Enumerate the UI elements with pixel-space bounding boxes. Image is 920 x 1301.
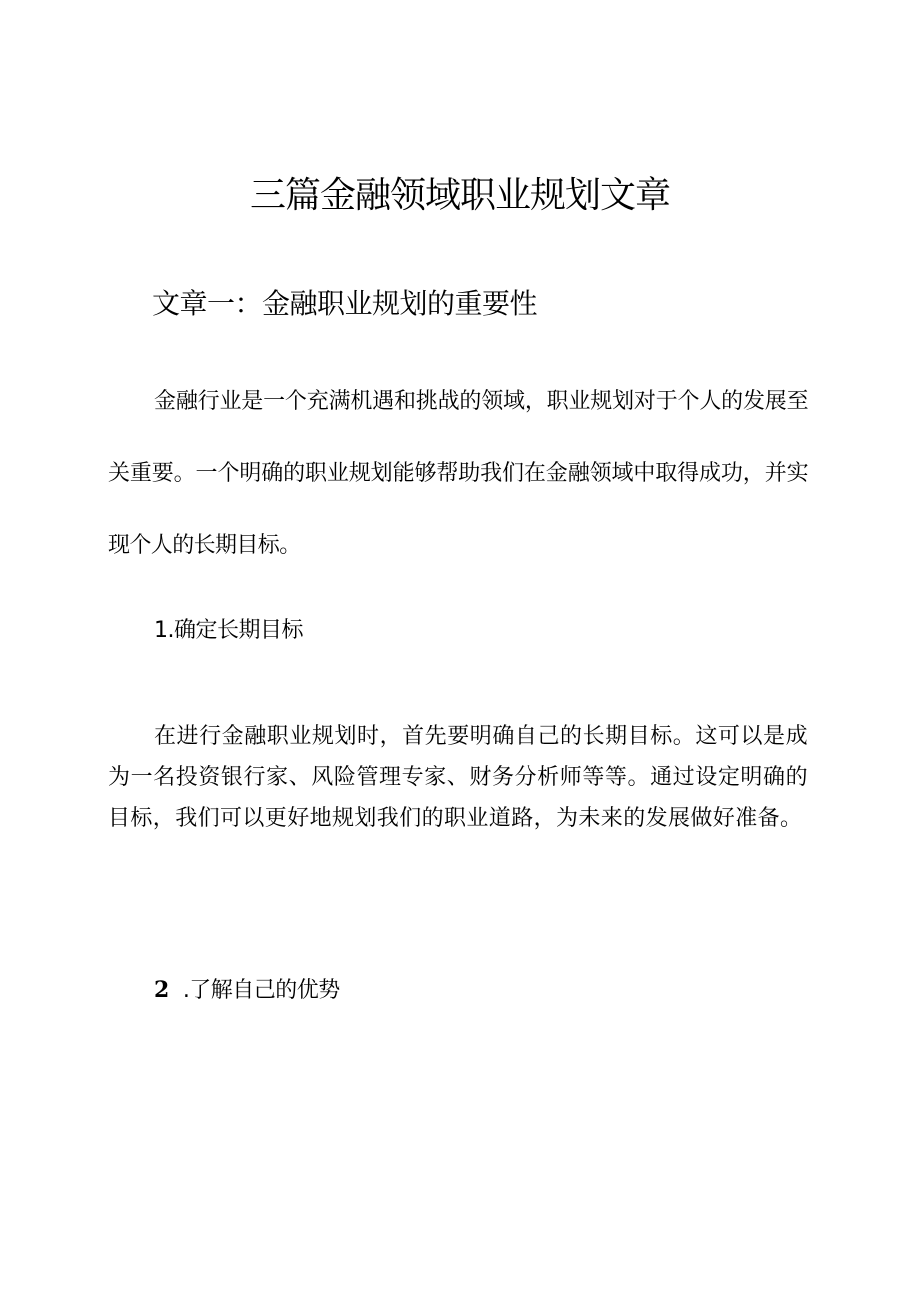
article-heading: 文章一：金融职业规划的重要性 xyxy=(152,287,538,320)
document-title: 三篇金融领域职业规划文章 xyxy=(249,175,670,216)
section-heading-2 xyxy=(154,973,340,1008)
section-2-title: .了解自己的优势 xyxy=(182,978,340,1003)
section-heading-1: 1.确定长期目标 xyxy=(154,618,303,643)
intro-paragraph: 金融行业是一个充满机遇和挑战的领域，职业规划对于个人的发展至关重要。一个明确的职业规划能够帮助我们在金融领域中取得成功，并实现个人的长期目标。 xyxy=(108,389,808,558)
section-1-body: 在进行金融职业规划时，首先要明确自己的长期目标。这可以是成为一名投资银行家、风险管理专家、财务分析师等等。通过设定明确的目标，我们可以更好地规划我们的职业道路，为未来的发展做好准备。 xyxy=(108,724,808,831)
section-2-number: 2 xyxy=(154,977,169,1003)
